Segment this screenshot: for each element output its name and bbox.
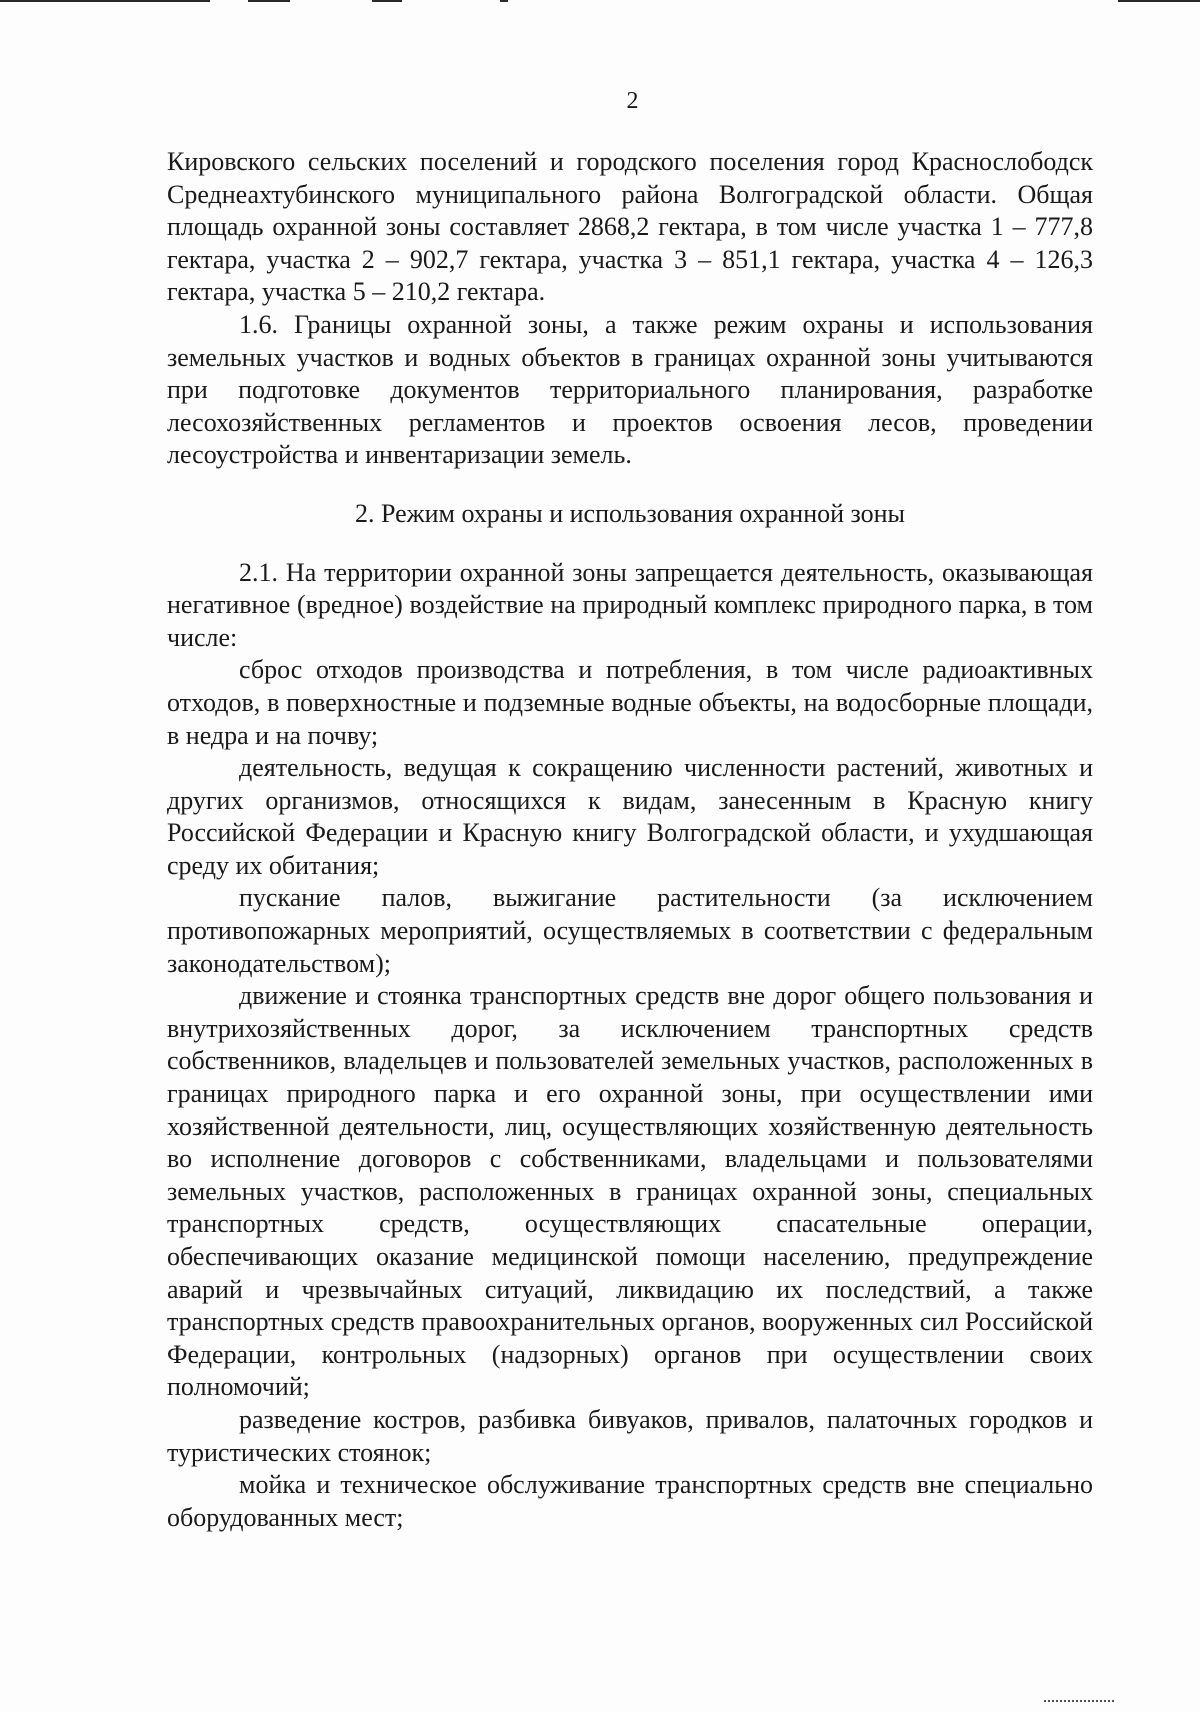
scan-edge-mark [500, 0, 508, 2]
paragraph-1-6: 1.6. Границы охранной зоны, а также режим охраны и использования земельных участков и водных объектов в границах охранной зоны учитываются при подготовке документов территориального планирования, разработке лесохозяйственных регламентов и проектов освоения лесов, проведении лесоустройства и инвентаризации земель. [167, 309, 1093, 470]
scan-edge-mark [248, 0, 290, 2]
scan-edge-mark [0, 0, 210, 2]
paragraph-2-1: 2.1. На территории охранной зоны запрещается деятельность, оказывающая негативное (вредное) воздействие на природный комплекс природного парка, в том числе: [167, 557, 1093, 652]
section-heading: 2. Режим охраны и использования охранной зоны [354, 498, 906, 528]
list-item-waste-discharge: сброс отходов производства и потребления, в том числе радиоактивных отходов, в поверхностные и подземные водные объекты, на водосборные площади, в недра и на почву; [167, 655, 1093, 750]
scan-edge-mark [1044, 1700, 1114, 1704]
paragraph-continuation: Кировского сельских поселений и городского поселения город Краснослободск Среднеахтубинского муниципального района Волгоградской области. Общая площадь охранной зоны составляет 2868,2 гектара, в том числе участка 1 – 777,8 гектара, участка 2 – 902,7 гектара, участка 3 – 851,1 гектара, участка 4 – 126,3 гектара, участка 5 – 210,2 гектара. [167, 147, 1093, 307]
list-item-species-reduction: деятельность, ведущая к сокращению численности растений, животных и других организмов, относящихся к видам, занесенным в Красную книгу Российской Федерации и Красную книгу Волгоградской области, и ухудшающая среду их обитания; [167, 753, 1093, 880]
document-body [167, 146, 1093, 1534]
page-number: 2 [626, 88, 639, 114]
list-item-vehicle-movement: движение и стоянка транспортных средств вне дорог общего пользования и внутрихозяйственных дорог, за исключением транспортных средств собственников, владельцев и пользователей земельных участков, расположенных в границах природного парка и его охранной зоны, при осуществлении ими хозяйственной деятельности, лиц, осуществляющих хозяйственную деятельность во исполнение договоров с собственниками, владельцами и пользователями земельных участков, расположенных в границах охранной зоны, специальных транспортных средств, осуществляющих спасательные операции, обеспечивающих оказание медицинской помощи населению, предупреждение аварий и чрезвычайных ситуаций, ликвидацию их последствий, а также транспортных средств правоохранительных органов, вооруженных сил Российской Федерации, контрольных (надзорных) органов при осуществлении своих полномочий; [167, 981, 1093, 1402]
list-item-campfires: разведение костров, разбивка бивуаков, привалов, палаточных городков и туристических стоянок; [167, 1404, 1093, 1467]
list-item-burning: пускание палов, выжигание растительности (за исключением противопожарных мероприятий, осуществляемых в соответствии с федеральным законодательством); [167, 883, 1093, 978]
scan-edge-mark [372, 0, 402, 2]
scan-edge-mark [1118, 0, 1200, 2]
list-item-vehicle-washing: мойка и техническое обслуживание транспортных средств вне специально оборудованных мест; [167, 1470, 1093, 1532]
